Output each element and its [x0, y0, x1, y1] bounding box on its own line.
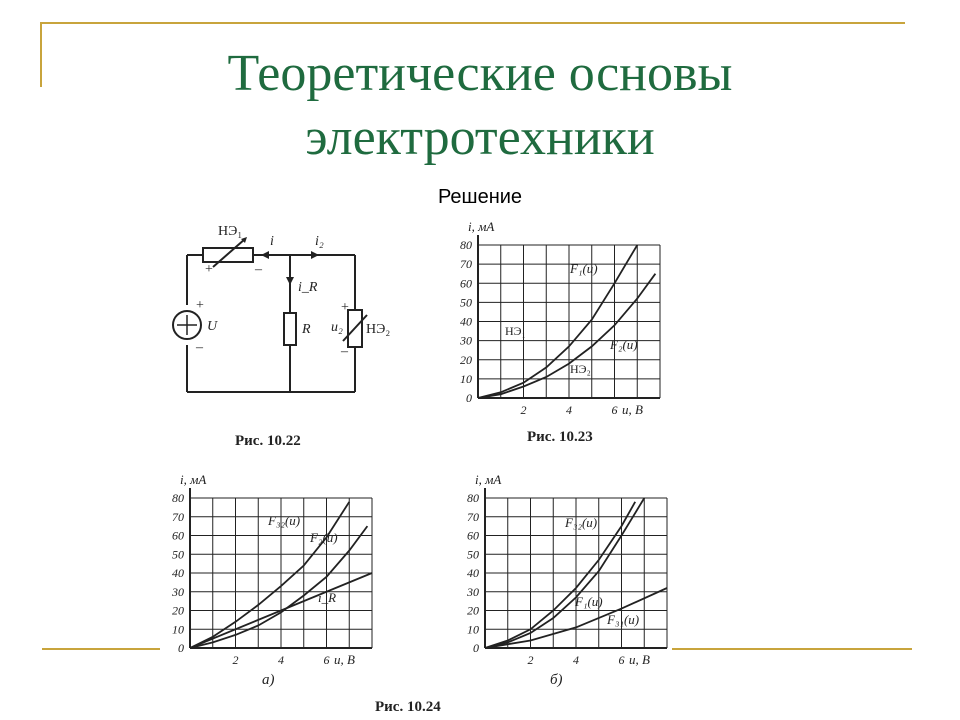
x-tick-label: 4 — [566, 403, 572, 417]
chart-fig-10-24a — [150, 470, 390, 685]
ne1-minus-sign: – — [255, 262, 262, 277]
x-tick-label: 6 — [323, 653, 330, 667]
y-axis-label: i, мА — [475, 472, 502, 487]
figure-caption-10-23: Рис. 10.23 — [527, 429, 593, 445]
series-label: i_R — [318, 590, 337, 605]
series-label: F₃₂(u) — [565, 515, 598, 530]
ne1-plus-sign: + — [205, 262, 213, 277]
y-tick-label: 60 — [460, 276, 472, 291]
y-tick-label: 10 — [172, 622, 184, 637]
y-tick-label: 40 — [467, 566, 479, 580]
x-tick-label: 6 — [611, 403, 618, 417]
current-i2-label: i₂ — [315, 234, 324, 249]
title-line-1: Теоретические основы — [227, 45, 733, 102]
y-tick-label: 30 — [172, 584, 184, 599]
series-secondary-label: НЭ₁ — [505, 324, 526, 338]
subfigure-label-b: б) — [550, 672, 563, 688]
series-label: F₁(u) — [570, 261, 598, 276]
series-label: F₃₂(u) — [268, 513, 301, 528]
x-axis-label: u, В — [622, 402, 643, 417]
chart-fig-10-23 — [420, 215, 680, 455]
y-tick-label: 0 — [178, 641, 184, 655]
slide-title — [0, 42, 960, 170]
y-tick-label: 70 — [467, 509, 479, 524]
ne2-plus-sign: + — [341, 300, 349, 315]
y-axis-label: i, мА — [180, 472, 207, 487]
top-accent-line — [40, 22, 905, 24]
y-tick-label: 0 — [466, 391, 472, 405]
y-tick-label: 30 — [467, 584, 479, 599]
y-tick-label: 80 — [467, 491, 479, 505]
x-tick-label: 4 — [278, 653, 284, 667]
figure-caption-10-22: Рис. 10.22 — [235, 433, 301, 449]
current-ir-label: i_R — [298, 280, 318, 295]
x-tick-label: 6 — [618, 653, 625, 667]
ne2-minus-sign: – — [341, 344, 348, 359]
bottom-accent-line-left — [42, 648, 160, 650]
title-line-2: электротехники — [305, 109, 655, 166]
y-tick-label: 50 — [172, 547, 184, 562]
x-tick-label: 2 — [527, 653, 534, 667]
series-label: F₂(u) — [310, 530, 338, 545]
figure-caption-10-24: Рис. 10.24 — [375, 699, 441, 715]
ne1-label: НЭ₁ — [218, 224, 243, 239]
current-i-label: i — [270, 234, 274, 249]
source-minus-sign: – — [196, 340, 203, 355]
subfigure-label-a: а) — [262, 672, 275, 688]
source-plus-sign: + — [196, 298, 204, 313]
y-tick-label: 20 — [460, 352, 472, 367]
y-tick-label: 50 — [460, 295, 472, 310]
y-tick-label: 70 — [172, 509, 184, 524]
series-label: F₂(u) — [610, 337, 638, 352]
chart-fig-10-24b — [425, 470, 680, 685]
series-secondary-label: НЭ₂ — [570, 362, 591, 376]
y-tick-label: 10 — [467, 622, 479, 637]
y-tick-label: 40 — [172, 566, 184, 580]
x-tick-label: 2 — [520, 403, 527, 417]
y-tick-label: 10 — [460, 371, 472, 386]
source-u-label: U — [207, 319, 218, 334]
y-tick-label: 60 — [467, 528, 479, 543]
y-tick-label: 30 — [460, 333, 472, 348]
y-tick-label: 20 — [172, 603, 184, 618]
voltage-u2-label: u₂ — [331, 320, 343, 335]
y-tick-label: 0 — [473, 641, 479, 655]
y-tick-label: 70 — [460, 257, 472, 272]
y-tick-label: 50 — [467, 547, 479, 562]
bottom-accent-line-right — [672, 648, 912, 650]
resistor-r-label: R — [302, 322, 311, 337]
x-axis-label: u, В — [334, 652, 355, 667]
y-tick-label: 60 — [172, 528, 184, 543]
y-tick-label: 80 — [460, 238, 472, 252]
series-label: F₃₁(u) — [607, 612, 640, 627]
x-axis-label: u, В — [629, 652, 650, 667]
slide-subtitle: Решение — [437, 186, 523, 208]
y-tick-label: 80 — [172, 491, 184, 505]
y-tick-label: 40 — [460, 314, 472, 329]
series-label: F₁(u) — [575, 594, 603, 609]
y-axis-label: i, мА — [468, 219, 495, 234]
circuit-diagram — [165, 215, 420, 465]
x-tick-label: 2 — [232, 653, 239, 667]
ne2-label: НЭ₂ — [366, 322, 391, 337]
y-tick-label: 20 — [467, 603, 479, 618]
x-tick-label: 4 — [573, 653, 579, 667]
